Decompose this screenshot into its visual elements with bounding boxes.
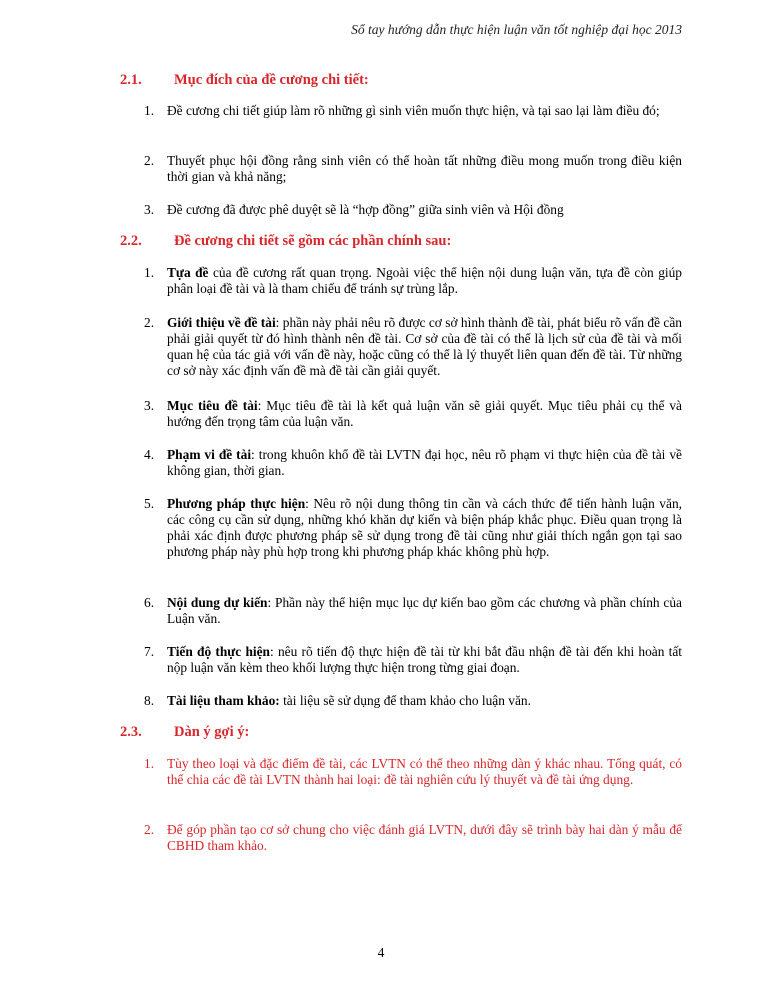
section-number: 2.3. — [120, 724, 142, 740]
page-header: Sổ tay hướng dẫn thực hiện luận văn tốt nghiệp đại học 2013 — [351, 22, 682, 37]
list-item — [144, 496, 682, 560]
item-text: Đề cương chi tiết giúp làm rõ những gì sinh viên muốn thực hiện, và tại sao lại làm điều đó; — [167, 103, 660, 118]
item-label: Giới thiệu về đề tài — [167, 315, 276, 330]
item-number: 2. — [144, 153, 155, 168]
list-item — [144, 202, 682, 218]
item-text: : Mục tiêu đề tài là kết quả luận văn sẽ giải quyết. Mục tiêu phải cụ thể và hướng đến trọng tâm của luận văn. — [167, 398, 682, 429]
list-item — [144, 103, 682, 119]
list-item — [144, 822, 682, 854]
item-number: 2. — [144, 315, 155, 330]
item-number: 7. — [144, 644, 155, 659]
list-item — [144, 447, 682, 479]
item-number: 8. — [144, 693, 155, 708]
list-item — [144, 153, 682, 185]
item-label: Tựa đề — [167, 265, 209, 280]
section-title: Mục đích của đề cương chi tiết: — [174, 72, 369, 88]
item-number: 5. — [144, 496, 155, 511]
item-text: Để góp phần tạo cơ sở chung cho việc đánh giá LVTN, dưới đây sẽ trình bày hai dàn ý mẫu để CBHD tham khảo. — [167, 822, 682, 853]
section-heading-2-1 — [120, 72, 369, 89]
item-text: Thuyết phục hội đồng rằng sinh viên có thể hoàn tất những điều mong muốn trong điều kiện thời gian và khả năng; — [167, 153, 682, 184]
section-heading-2-3 — [120, 724, 249, 741]
page-number: 4 — [377, 945, 385, 960]
list-item — [144, 315, 682, 379]
item-label: Tiến độ thực hiện — [167, 644, 271, 659]
item-label: Tài liệu tham khảo: — [167, 693, 280, 708]
list-item — [144, 693, 682, 709]
section-heading-2-2 — [120, 233, 451, 250]
item-number: 3. — [144, 202, 155, 217]
item-text: : Nêu rõ nội dung thông tin cần và cách thức để tiến hành luận văn, các công cụ cần sử dụng, những khó khăn dự kiến và biện pháp khắc phục. Điều quan trọng là phải xác định được phương pháp sẽ sử dụng trong đề tài cũng như giải thích ngắn gọn tại sao phương pháp này phù hợp trong khi phương pháp khác không phù hợp. — [167, 496, 682, 559]
item-number: 1. — [144, 756, 155, 771]
item-text: : Phần này thể hiện mục lục dự kiến bao gồm các chương và phần chính của Luận văn. — [167, 595, 682, 626]
list-item — [144, 756, 682, 788]
item-number: 4. — [144, 447, 155, 462]
item-text: : phần này phải nêu rõ được cơ sở hình thành đề tài, phát biểu rõ vấn đề cần phải giải quyết từ đó hình thành nên đề tài. Cơ sở của đề tài có thể là lịch sử của đề tài và mối quan hệ của tác giả với vấn đề này, hoặc cũng có thể là lý thuyết liên quan đến đề tài. Từ những cơ sở này xác định vấn đề mà đề tài cần giải quyết. — [167, 315, 682, 378]
item-number: 1. — [144, 103, 155, 118]
section-number: 2.1. — [120, 72, 142, 88]
list-item — [144, 398, 682, 430]
section-title: Đề cương chi tiết sẽ gồm các phần chính sau: — [174, 233, 452, 249]
item-label: Phạm vi đề tài — [167, 447, 252, 462]
section-number: 2.2. — [120, 233, 142, 249]
item-number: 6. — [144, 595, 155, 610]
item-label: Nội dung dự kiến — [167, 595, 268, 610]
item-text: tài liệu sẽ sử dụng để tham khảo cho luận văn. — [279, 693, 531, 708]
section-title: Dàn ý gợi ý: — [174, 724, 250, 740]
item-number: 3. — [144, 398, 155, 413]
list-item — [144, 265, 682, 297]
item-number: 1. — [144, 265, 155, 280]
item-text: của đề cương rất quan trọng. Ngoài việc thể hiện nội dung luận văn, tựa đề còn giúp phân loại đề tài và là tham chiếu để tránh sự trùng lắp. — [167, 265, 683, 296]
item-label: Mục tiêu đề tài — [167, 398, 258, 413]
list-item — [144, 595, 682, 627]
item-text: Đề cương đã được phê duyệt sẽ là “hợp đồng” giữa sinh viên và Hội đồng — [167, 202, 564, 217]
item-label: Phương pháp thực hiện — [167, 496, 306, 511]
item-text: : nêu rõ tiến độ thực hiện đề tài từ khi bắt đầu nhận đề tài đến khi hoàn tất nộp luận văn kèm theo khối lượng thực hiện trong từng giai đoạn. — [167, 644, 683, 675]
item-text: Tùy theo loại và đặc điểm đề tài, các LVTN có thể theo những dàn ý khác nhau. Tổng quát, có thể chia các đề tài LVTN thành hai loại: đề tài nghiên cứu lý thuyết và đề tài ứng dụng. — [167, 756, 682, 787]
item-number: 2. — [144, 822, 155, 837]
item-text: : trong khuôn khổ đề tài LVTN đại học, nêu rõ phạm vi thực hiện của đề tài về không gian, thời gian. — [167, 447, 682, 478]
list-item — [144, 644, 682, 676]
